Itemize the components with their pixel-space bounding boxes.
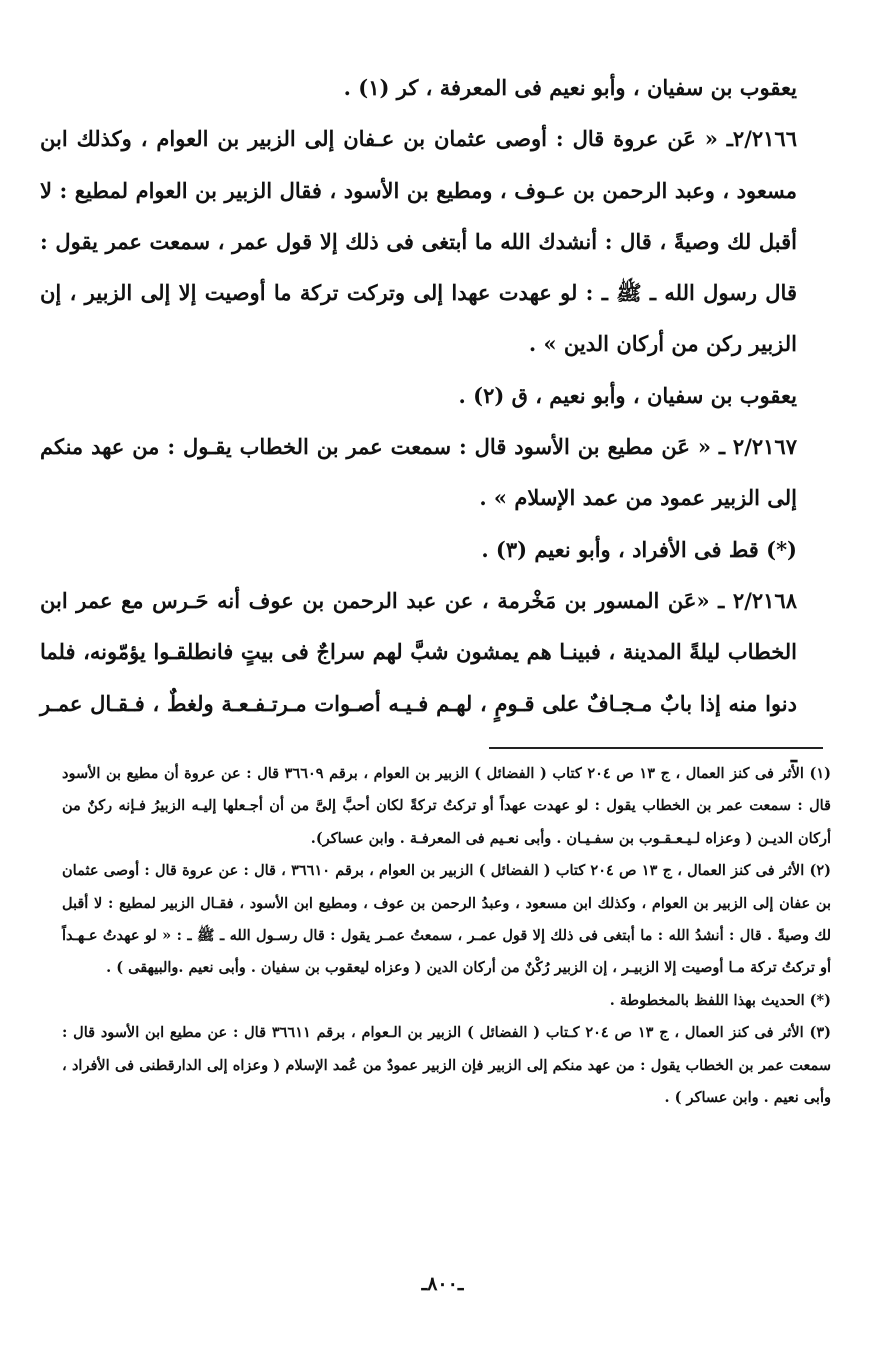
hadith-2166: ٢/٢١٦٦ـ « عَن عروة قال : أوصى عثمان بن عـفان إلى الزبير بن العوام ، وكذلك ابن مسعود ، وعبد الرحمن بن عـوف ، ومطيع بن الأسود ، فقال الزبير بن العوام لمطيع : لا أقبل لك وصيةً ، قال : أنشدك الله ما أبتغى فى ذلك إلا قول عمر ، سمعت عمر يقول : قال رسول الله ـ ﷺ ـ : لو عهدت عهدا إلى وتركت تركة ما أوصيت إلا إلى الزبير ، إن الزبير ركن من أركان الدين » . (40, 126, 797, 357)
footnote-1: (١) الأثر فى كنز العمال ، ج ١٣ ص ٢٠٤ كتاب ( الفضائل ) الزبير بن العوام ، برقم ٣٦٦٠٩ قال : عن عروة أن مطيع بن الأسود قال : سمعت عمر بن الخطاب يقول : لو عهدت عهداً أو تركتُ تركةً لكان أحبَّ إلىَّ من أن أجـعلها إليـه الزبيرُ فـإنه ركنٌ من أركان الديـن ( وعزاه لـيـعـقـوب بن سفـيـان . وأبى نعـيم فى المعرفـة . وابن عساكر). (62, 765, 831, 847)
footnote-3: (٣) الأثر فى كنز العمال ، ج ١٣ ص ٢٠٤ كـتاب ( الفضائل ) الزبير بن الـعوام ، برقم ٣٦٦١١ قال : عن مطيع ابن الأسود قال : سمعت عمر بن الخطاب يقول : من عهد منكم إلى الزبير فإن الزبير عمودٌ من عُمد الإسلام ( وعزاه إلى الدارقطنى فى الأفراد ، وأبى نعيم . وابن عساكر ) . (62, 1024, 831, 1107)
footnote-2: (٢) الأثر فى كنز العمال ، ج ١٣ ص ٢٠٤ كتاب ( الفضائل ) الزبير بن العوام ، برقم ٣٦٦١٠ ، قال : عن عروة قال : أوصى عثمان بن عفان إلى الزبير بن العوام ، وكذلك ابن مسعود ، وعبدُ الرحمن بن عوف ، ومطيع ابن الأسود ، فقـال الزبير لمطيع : لا أقبل لك وصيةً . قال : أنشدُ الله : ما أبتغى فى ذلك إلا قول عمـر ، سمعتُ عمـر يقول : قال رسـول الله ـ ﷺ ـ : « لو عهدتُ عـهـداً أو تركتُ تركة مـا أوصيت إلا الزبيـر ، إن الزبير رُكْنٌ من أركان الدين ( وعزاه ليعقوب بن سفيان . وأبى نعيم .والبيهقى ) . (62, 862, 831, 977)
main-text (40, 62, 845, 780)
paragraph-source-2: يعقوب بن سفيان ، وأبو نعيم ، ق (٢) . (458, 382, 797, 408)
page-number: ـ٨٠٠ـ (421, 1273, 464, 1295)
paragraph-source-1: يعقوب بن سفيان ، وأبو نعيم فى المعرفة ، كر (١) . (343, 75, 797, 100)
footnotes (62, 758, 831, 1114)
hadith-2167: ٢/٢١٦٧ ـ « عَن مطيع بن الأسود قال : سمعت عمر بن الخطاب يقـول : من عهد منكم إلى الزبير عمود من عمد الإسلام » . (40, 434, 797, 511)
hadith-2168: ٢/٢١٦٨ ـ «عَن المسور بن مَخْرمة ، عن عبد الرحمن بن عوف أنه حَـرس مع عمر ابن الخطاب ليلةً المدينة ، فبينـا هم يمشون شبَّ لهم سراجٌ فى بيتٍ فانطلقـوا يؤمّونه، فلما دنوا منه إذا بابٌ مـجـافٌ على قـومٍ ، لهـم فـيـه أصـوات مـرتـفـعـة ولغطٌ ، فـقـال عمـر ـ (40, 587, 797, 767)
footnote-divider (489, 747, 823, 749)
footnote-star: (*) الحديث بهذا اللفظ بالمخطوطة . (609, 991, 831, 1009)
paragraph-source-3: (*) قط فى الأفراد ، وأبو نعيم (٣) . (481, 536, 797, 562)
